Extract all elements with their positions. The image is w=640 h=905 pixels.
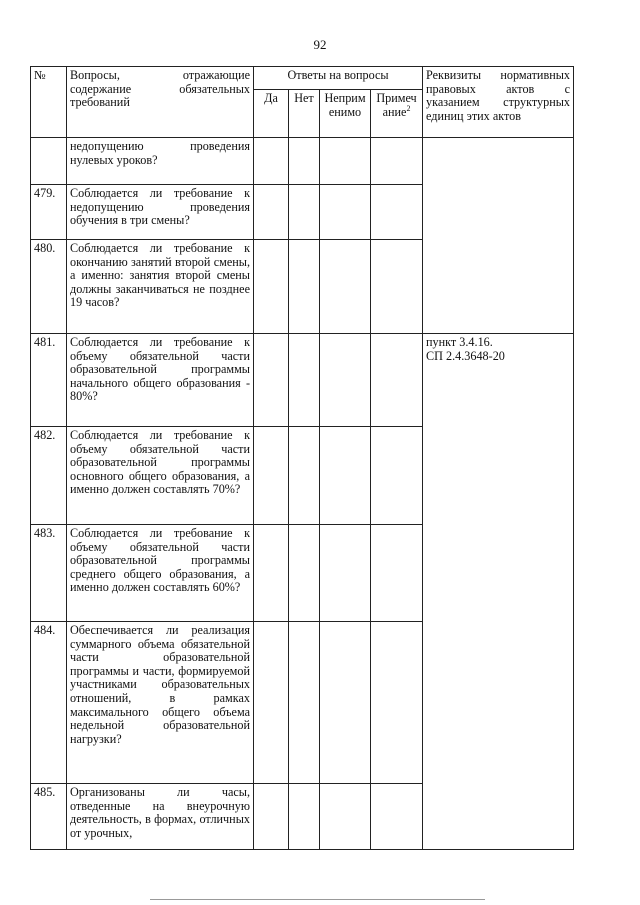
header-not-applicable: Неприм енимо [320, 90, 371, 138]
row-number: 484. [31, 622, 67, 784]
table-row [31, 334, 574, 427]
answer-yes-cell[interactable] [254, 138, 289, 185]
answer-na-cell[interactable] [320, 525, 371, 622]
answer-note-cell[interactable] [371, 525, 423, 622]
answer-no-cell[interactable] [289, 525, 320, 622]
row-question: Соблюдается ли требование к объему обязательной части образовательной программы среднего общего образования, а именно должен составлять 60%? [67, 525, 254, 622]
row-question: Соблюдается ли требование к окончанию занятий второй смены, а именно: занятия второй смены должны заканчиваться не позднее 19 часов? [67, 240, 254, 334]
answer-no-cell[interactable] [289, 240, 320, 334]
header-requisites: Реквизиты нормативных правовых актов с указанием структурных единиц этих актов [423, 67, 574, 138]
row-number [31, 138, 67, 185]
answer-note-cell[interactable] [371, 138, 423, 185]
answer-yes-cell[interactable] [254, 334, 289, 427]
answer-na-cell[interactable] [320, 427, 371, 525]
answer-na-cell[interactable] [320, 784, 371, 850]
answer-yes-cell[interactable] [254, 784, 289, 850]
answer-na-cell[interactable] [320, 334, 371, 427]
requisites-cell [423, 334, 574, 850]
header-no: № [31, 67, 67, 138]
row-number: 482. [31, 427, 67, 525]
answer-no-cell[interactable] [289, 138, 320, 185]
answer-no-cell[interactable] [289, 784, 320, 850]
answer-note-cell[interactable] [371, 334, 423, 427]
answer-yes-cell[interactable] [254, 185, 289, 240]
answer-na-cell[interactable] [320, 240, 371, 334]
row-question: Соблюдается ли требование к объему обязательной части образовательной программы основного общего образования, а именно должен составлять 70%? [67, 427, 254, 525]
header-question: Вопросы, отражающие содержание обязательных требований [67, 67, 254, 138]
header-row-1 [31, 67, 574, 90]
answer-yes-cell[interactable] [254, 525, 289, 622]
row-number: 480. [31, 240, 67, 334]
row-number: 483. [31, 525, 67, 622]
answer-yes-cell[interactable] [254, 622, 289, 784]
answer-note-cell[interactable] [371, 240, 423, 334]
header-no-answer: Нет [289, 90, 320, 138]
row-question: Соблюдается ли требование к недопущению проведения обучения в три смены? [67, 185, 254, 240]
row-question: недопущению проведения нулевых уроков? [67, 138, 254, 185]
row-number: 481. [31, 334, 67, 427]
answer-yes-cell[interactable] [254, 427, 289, 525]
answer-na-cell[interactable] [320, 138, 371, 185]
page-bottom-divider [150, 899, 485, 900]
answer-note-cell[interactable] [371, 427, 423, 525]
row-number: 485. [31, 784, 67, 850]
row-number: 479. [31, 185, 67, 240]
answer-no-cell[interactable] [289, 427, 320, 525]
row-question: Обеспечивается ли реализация суммарного объема обязательной части образовательной программы и части, формируемой участниками образовательных отношений, в рамках максимального общего объема недельной образовательной нагрузки? [67, 622, 254, 784]
requirements-table [30, 66, 574, 850]
answer-note-cell[interactable] [371, 185, 423, 240]
header-yes: Да [254, 90, 289, 138]
requisites-cell-empty [423, 138, 574, 334]
answer-no-cell[interactable] [289, 334, 320, 427]
row-question: Соблюдается ли требование к объему обязательной части образовательной программы начального общего образования - 80%? [67, 334, 254, 427]
answer-note-cell[interactable] [371, 784, 423, 850]
requisite-item: СП 2.4.3648-20 [426, 348, 505, 363]
header-answers: Ответы на вопросы [254, 67, 423, 90]
header-note: Примеч ание$^2$ [371, 90, 423, 138]
answer-no-cell[interactable] [289, 185, 320, 240]
table-row [31, 138, 574, 185]
answer-na-cell[interactable] [320, 185, 371, 240]
row-question: Организованы ли часы, отведенные на внеурочную деятельность, в формах, отличных от урочных, [67, 784, 254, 850]
page-number: 92 [313, 37, 327, 52]
answer-yes-cell[interactable] [254, 240, 289, 334]
answer-na-cell[interactable] [320, 622, 371, 784]
requisite-item: пункт 3.4.16. [426, 335, 493, 349]
answer-no-cell[interactable] [289, 622, 320, 784]
answer-note-cell[interactable] [371, 622, 423, 784]
